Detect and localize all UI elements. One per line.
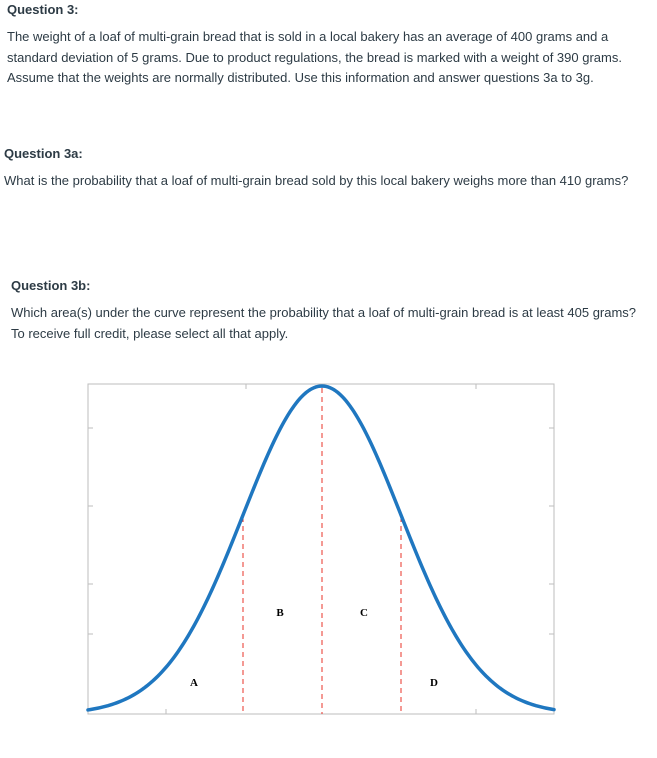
plot-frame bbox=[88, 384, 554, 714]
question-3a-title: Question 3a: bbox=[4, 146, 83, 161]
normal-curve bbox=[88, 386, 554, 710]
question-3b-title: Question 3b: bbox=[11, 278, 91, 293]
region-label-a: A bbox=[190, 677, 198, 689]
question-3b-body: Which area(s) under the curve represent the probability that a loaf of multi-grain bread is at least 405 grams? To receive full credit, please select all that apply. bbox=[11, 305, 637, 341]
question-3-body: The weight of a loaf of multi-grain bread that is sold in a local bakery has an average of 400 grams and a standard deviation of 5 grams. Due to product regulations, the bread is marked with a weight of 390 grams. Assume that the weights are normally distributed. Use this information and answer questions 3a to 3g. bbox=[7, 29, 622, 85]
question-3b bbox=[11, 278, 641, 344]
question-3 bbox=[7, 2, 647, 89]
normal-curve-figure bbox=[86, 378, 558, 718]
region-label-b: B bbox=[276, 607, 284, 619]
question-3-title: Question 3: bbox=[7, 2, 79, 17]
question-3a bbox=[4, 146, 644, 192]
region-dividers bbox=[243, 388, 401, 714]
region-label-d: D bbox=[430, 677, 438, 689]
question-3a-body: What is the probability that a loaf of multi-grain bread sold by this local bakery weighs more than 410 grams? bbox=[4, 173, 629, 188]
region-label-c: C bbox=[360, 607, 368, 619]
axis-ticks bbox=[88, 384, 554, 714]
